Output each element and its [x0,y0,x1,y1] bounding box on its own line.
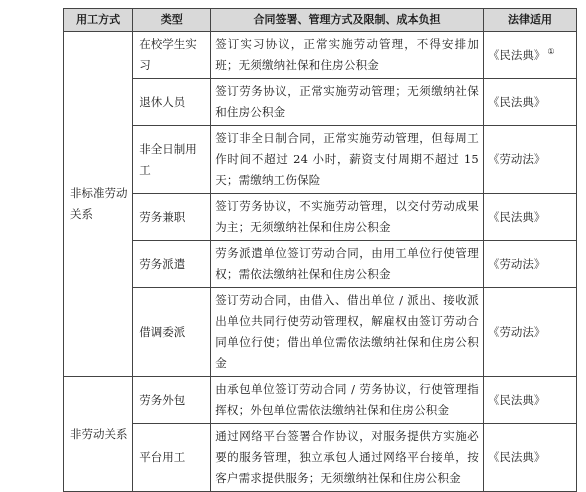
header-contract: 合同签署、管理方式及限制、成本负担 [211,9,484,32]
table-row [64,32,577,79]
desc-cell: 劳务派遣单位签订劳动合同，由用工单位行使管理权；需依法缴纳社保和住房公积金 [211,241,484,288]
law-cell: 《劳动法》 [483,241,576,288]
desc-cell: 签订实习协议，正常实施劳动管理，不得安排加班；无须缴纳社保和住房公积金 [211,32,484,79]
type-cell: 平台用工 [133,424,211,492]
desc-cell: 通过网络平台签署合作协议，对服务提供方实施必要的服务管理，独立承包人通过网络平台接单，按客户需求提供服务；无须缴纳社保和住房公积金 [211,424,484,492]
law-text: 《民法典》 [487,47,546,62]
desc-cell: 签订劳务协议，正常实施劳动管理；无须缴纳社保和住房公积金 [211,79,484,126]
desc-cell: 由承包单位签订劳动合同 / 劳务协议，行使管理指挥权；外包单位需依法缴纳社保和住房公积金 [211,377,484,424]
type-cell: 劳务派遣 [133,241,211,288]
law-cell: 《民法典》 [483,79,576,126]
desc-cell: 签订非全日制合同，正常实施劳动管理，但每周工作时间不超过 24 小时，薪资支付周期不超过 15 天；需缴纳工伤保险 [211,126,484,194]
table-row [64,194,577,241]
table-row [64,241,577,288]
table-row [64,424,577,492]
type-cell: 借调委派 [133,288,211,377]
table-row [64,79,577,126]
type-cell: 劳务兼职 [133,194,211,241]
type-cell: 退休人员 [133,79,211,126]
type-cell: 非全日制用工 [133,126,211,194]
desc-cell: 签订劳务协议，不实施劳动管理，以交付劳动成果为主；无须缴纳社保和住房公积金 [211,194,484,241]
table-row [64,377,577,424]
law-cell: 《劳动法》 [483,288,576,377]
table-row [64,126,577,194]
law-cell: 《劳动法》 [483,126,576,194]
employment-table [63,8,577,492]
type-cell: 劳务外包 [133,377,211,424]
law-cell: 《民法典》 [483,424,576,492]
desc-cell: 签订劳动合同，由借入、借出单位 / 派出、接收派出单位共同行使劳动管理权，解雇权由签订劳动合同单位行使；借出单位需依法缴纳社保和住房公积金 [211,288,484,377]
type-cell: 在校学生实习 [133,32,211,79]
table-row [64,288,577,377]
law-cell: 《民法典》 [483,377,576,424]
header-law: 法律适用 [483,9,576,32]
footnote-marker: ① [547,46,555,56]
header-type: 类型 [133,9,211,32]
category-cell: 非劳动关系 [64,377,133,492]
category-cell: 非标准劳动关系 [64,32,133,377]
header-row [64,9,577,32]
law-cell [483,32,576,79]
header-mode: 用工方式 [64,9,133,32]
law-cell: 《民法典》 [483,194,576,241]
